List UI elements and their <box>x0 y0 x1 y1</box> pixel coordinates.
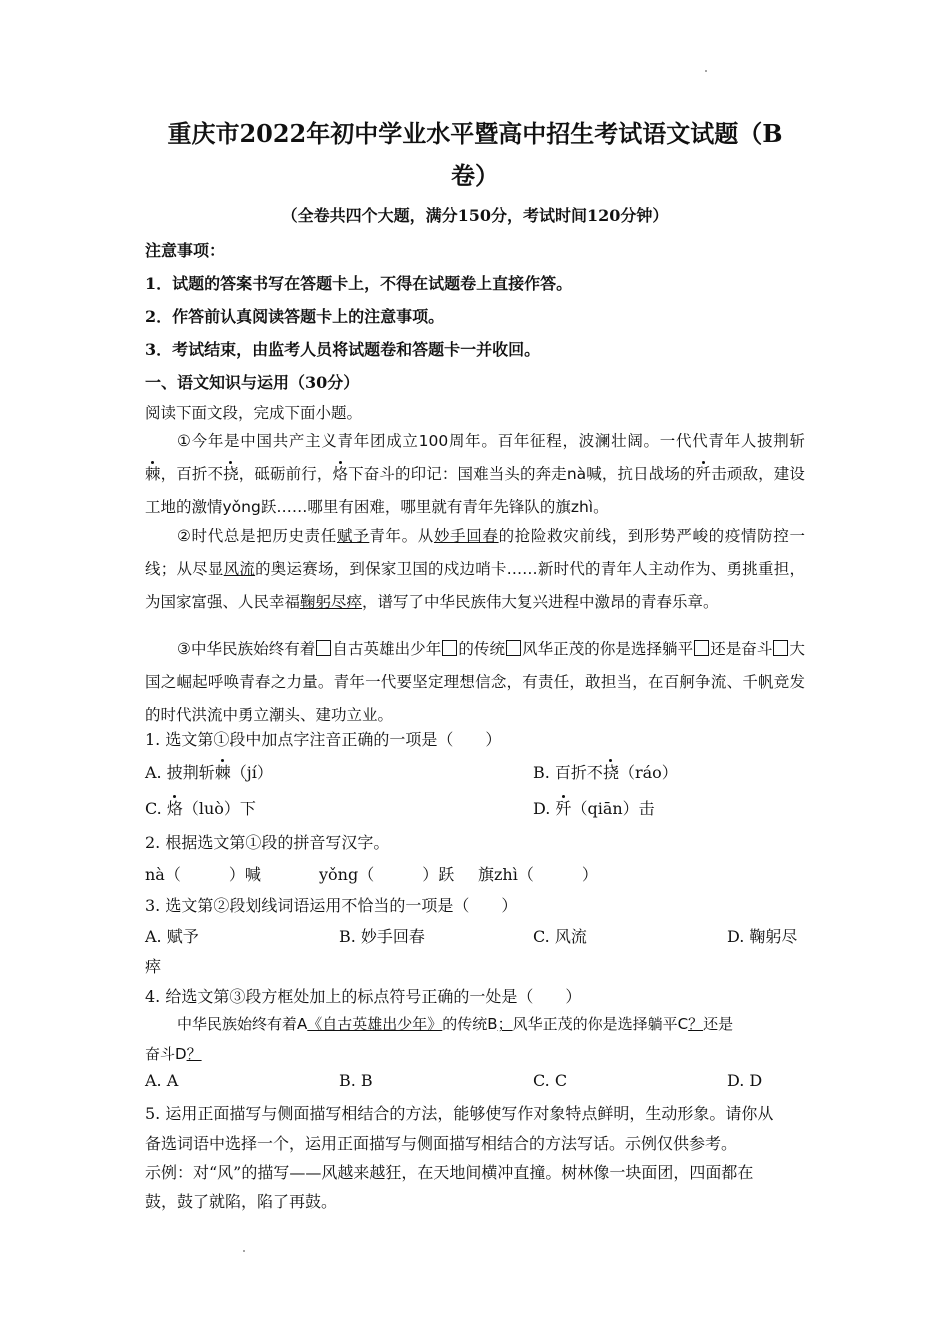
passage-paragraph-3: ③中华民族始终有着 自古英雄出少年 的传统 风华正茂的你是选择躺平 还是奋斗 大国之崛起呼唤青春之力量。青年一代要坚定理想信念，有责任，敢担当，在百舸争流、千帆竞发的时代洪流中勇立潮头、建功立业。 <box>145 640 805 724</box>
passage-paragraph-2: ②时代总是把历史责任赋予青年。从妙手回春的抢险救灾前线，到形势严峻的疫情防控一线；从尽显风流的奥运赛场，到保家卫国的戍边哨卡……新时代的青年人主动作为、勇挑重担，为国家富强、人民幸福鞠躬尽瘁，谱写了中华民族伟大复兴进程中激昂的青春乐章。 <box>145 527 805 611</box>
question-2-stem: 2. 根据选文第①段的拼音写汉字。 <box>145 833 390 852</box>
section-1-heading: 一、语文知识与运用（30分） <box>145 373 360 392</box>
underlined-word: 赋予 <box>336 527 370 545</box>
question-1-stem: 1. 选文第①段中加点字注音正确的一项是（ ） <box>145 730 502 749</box>
punctuation-box <box>773 640 788 656</box>
question-4-option-a: A. A <box>145 1071 179 1090</box>
question-1-option-b: B. 百折不挠（ráo） <box>533 763 678 782</box>
dotted-char: 棘 <box>145 465 161 483</box>
dotted-char: 挠 <box>223 465 239 483</box>
question-3-option-d-wrap: 瘁 <box>145 957 162 976</box>
question-5-line-2: 备选词语中选择一个，运用正面描写与侧面描写相结合的方法写话。示例仅供参考。 <box>145 1134 738 1153</box>
underlined-word: 鞠躬尽瘁 <box>300 593 363 611</box>
question-3-option-b: B. 妙手回春 <box>339 927 425 946</box>
question-2-blank-3: 旗zhì（ ） <box>478 865 598 884</box>
punctuation-box <box>316 640 331 656</box>
reading-instruction: 阅读下面文段，完成下面小题。 <box>145 404 363 422</box>
question-4-sentence-line1: 中华民族始终有着A《自古英雄出少年》的传统B；风华正茂的你是选择躺平C？还是 <box>177 1015 734 1033</box>
exam-title-line2: 卷） <box>451 161 499 190</box>
underlined-word: 风流 <box>223 560 256 578</box>
question-1-option-d: D. 歼（qiān）击 <box>533 799 655 818</box>
scan-dot <box>243 1250 245 1252</box>
punctuation-box <box>694 640 709 656</box>
dotted-char: 歼 <box>695 465 712 483</box>
exam-subtitle: （全卷共四个大题，满分150分，考试时间120分钟） <box>281 206 669 225</box>
passage-paragraph-1: ①今年是中国共产主义青年团成立100周年。百年征程，波澜壮阔。一代代青年人披荆斩棘，百折不挠，砥砺前行，烙下奋斗的印记：国难当头的奔走nà喊，抗日战场的歼击顽敌，建设工地的激情yǒng跃……哪里有困难，哪里就有青年先锋队的旗zhì。 <box>145 432 805 516</box>
question-3-stem: 3. 选文第②段划线词语运用不恰当的一项是（ ） <box>145 896 518 915</box>
notice-item-2: 2．作答前认真阅读答题卡上的注意事项。 <box>145 307 445 326</box>
question-5-example-line-1: 示例：对“风”的描写——风越来越狂，在天地间横冲直撞。树林像一块面团，四面都在 <box>145 1163 754 1182</box>
question-3-option-d: D. 鞠躬尽 <box>727 927 798 946</box>
question-4-option-b: B. B <box>339 1071 373 1090</box>
exam-title-line1: 重庆市2022年初中学业水平暨高中招生考试语文试题（B <box>167 119 783 148</box>
question-2-blank-2: yǒng（ ）跃 <box>319 865 455 884</box>
underlined-word: 妙手回春 <box>433 527 499 545</box>
question-3-option-a: A. 赋予 <box>145 927 199 946</box>
question-3-option-c: C. 风流 <box>533 927 587 946</box>
punctuation-box <box>506 640 521 656</box>
scan-dot <box>705 70 707 72</box>
question-1-option-c: C. 烙（luò）下 <box>145 799 256 818</box>
notice-heading: 注意事项： <box>145 241 226 260</box>
question-4-option-d: D. D <box>727 1071 763 1090</box>
question-2-blank-1: nà（ ）喊 <box>145 865 261 884</box>
question-4-option-c: C. C <box>533 1071 568 1090</box>
question-4-stem: 4. 给选文第③段方框处加上的标点符号正确的一处是（ ） <box>145 987 582 1006</box>
dotted-char: 烙 <box>332 465 349 483</box>
question-5-example-line-2: 鼓，鼓了就陷，陷了再鼓。 <box>145 1192 338 1211</box>
punctuation-box <box>442 640 457 656</box>
question-5-line-1: 5. 运用正面描写与侧面描写相结合的方法，能够使写作对象特点鲜明，生动形象。请你从 <box>145 1104 774 1123</box>
notice-item-1: 1．试题的答案书写在答题卡上，不得在试题卷上直接作答。 <box>145 274 573 293</box>
notice-item-3: 3．考试结束，由监考人员将试题卷和答题卡一并收回。 <box>145 340 541 359</box>
question-1-option-a: A. 披荆斩棘（jí） <box>145 763 273 782</box>
question-4-sentence-line2: 奋斗D？ <box>145 1045 202 1063</box>
